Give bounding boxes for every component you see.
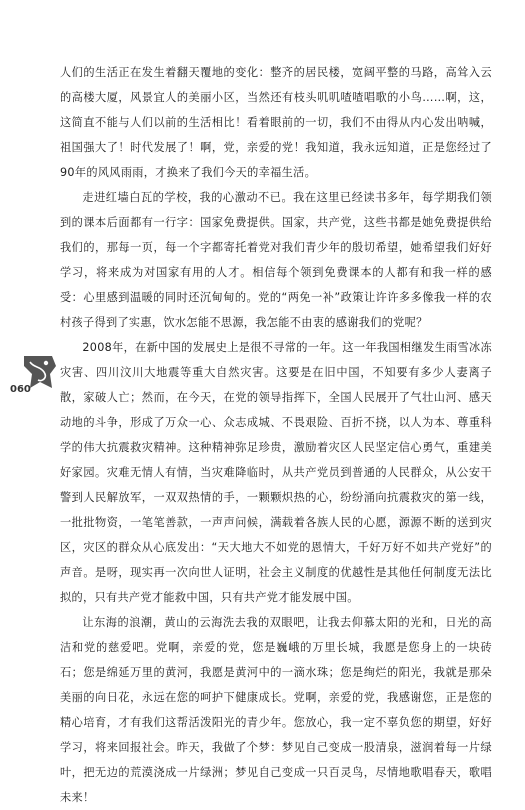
- paragraph: 人们的生活正在发生着翻天覆地的变化：整齐的居民楼，宽阔平整的马路，高耸入云的高楼大厦，风景宜人的美丽小区，当然还有枝头叽叽喳喳唱歌的小鸟……啊，这，这简直不能与人们以前的生活相比！看着眼前的一切，我们不由得从内心发出呐喊，祖国强大了！时代发展了！啊，党，亲爱的党！我知道，我永远知道，正是您经过了90年的风风雨雨，才换来了我们今天的幸福生活。: [60, 66, 492, 179]
- paragraph: 让东海的浪潮，黄山的云海洗去我的双眼吧，让我去仰慕太阳的光和，日光的高洁和党的慈爱吧。党啊，亲爱的党，您是巍峨的万里长城，我愿是您身上的一块砖石；您是绵延万里的黄河，我愿是黄河中的一滴水珠；您是绚烂的阳光，我就是那朵美丽的向日花，永远在您的呵护下健康成长。党啊，亲爱的党，我感谢您，正是您的精心培育，才有我们这帮活泼阳光的青少年。您放心，我一定不辜负您的期望，好好学习，将来回报社会。昨天，我做了个梦：梦见自己变成一股清泉，滋润着每一片绿叶，把无边的荒漠浇成一片绿洲；梦见自己变成一只百灵鸟，尽情地歌唱春天，歌唱未来！: [60, 616, 492, 804]
- paragraph: 走进红墙白瓦的学校，我的心激动不已。我在这里已经读书多年，每学期我们领到的课本后面都有一行字：国家免费提供。国家，共产党，这些书都是她免费提供给我们的，那每一页，每一个字都寄托着党对我们青少年的殷切希望，她希望我们好好学习，将来成为对国家有用的人才。相信每个领到免费课本的人都有和我一样的感受：心里感到温暖的同时还沉甸甸的。党的“两免一补”政策让许许多多像我一样的农村孩子得到了实惠，饮水怎能不思源，我怎能不由衷的感谢我们的党呢？: [60, 191, 492, 329]
- page-number: 060: [10, 384, 31, 395]
- paragraph: 2008年，在新中国的发展史上是很不寻常的一年。这一年我国相继发生雨雪冰冻灾害、四川汶川大地震等重大自然灾害。这要是在旧中国，不知要有多少人妻离子散，家破人亡；然而，在今天，在党的领导指挥下，全国人民展开了气壮山河、感天动地的斗争，形成了万众一心、众志成城、不畏艰险、百折不挠，以人为本、尊重科学的伟大抗震救灾精神。这种精神弥足珍贵，激励着灾区人民坚定信心勇气，重建美好家园。灾难无情人有情，当灾难降临时，从共产党员到普通的人民群众，从公安干警到人民解放军，一双双热情的手，一颗颗炽热的心，纷纷涌向抗震救灾的第一线，一批批物资，一笔笔善款，一声声问候，满载着各族人民的心愿，源源不断的送到灾区，灾区的群众从心底发出：“天大地大不如党的恩情大，千好万好不如共产党好”的声音。是呀，现实再一次向世人证明，社会主义制度的优越性是其他任何制度无法比拟的，只有共产党才能救中国，只有共产党才能发展中国。: [60, 341, 492, 604]
- document-body: [60, 60, 492, 810]
